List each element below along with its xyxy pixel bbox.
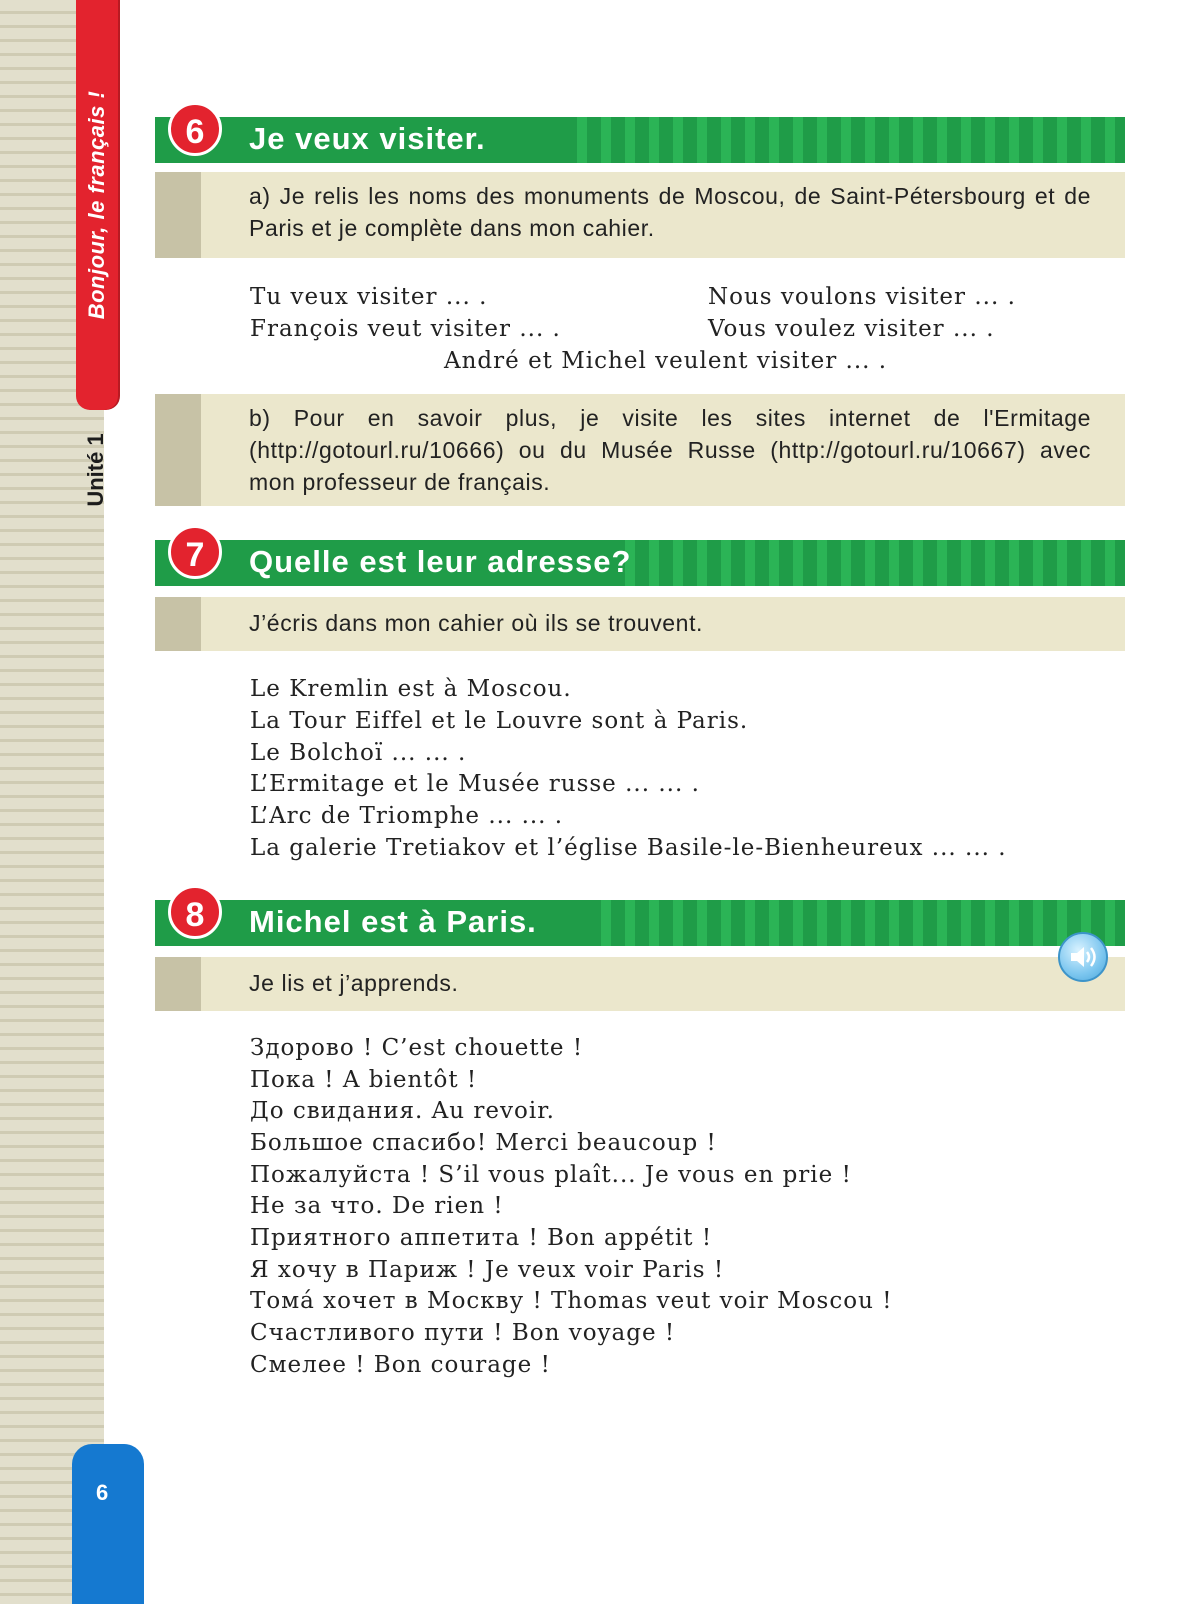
ex8-title: Michel est à Paris. (249, 904, 537, 939)
ex7-instruction: J’écris dans mon cahier où ils se trouvent. (249, 610, 704, 636)
ex8-line: Смелее ! Bon courage ! (250, 1352, 551, 1378)
ex7-line: L’Arc de Triomphe ... ... . (250, 803, 564, 829)
ex8-instruction: Je lis et j’apprends. (249, 970, 459, 996)
ex6-sentence: Vous voulez visiter ... . (708, 316, 995, 342)
ex7-header (155, 540, 1125, 586)
ex6-number-badge: 6 (168, 102, 222, 156)
ex7-line: La galerie Tretiakov et l’église Basile-le-Bienheureux ... ... . (250, 835, 1007, 861)
ex7-line: La Tour Eiffel et le Louvre sont à Paris. (250, 708, 749, 734)
ex6-instruction-b-box (155, 394, 1125, 506)
ex6-sentence: François veut visiter ... . (250, 316, 561, 342)
ex8-line: Тома́ хочет в Москву ! Thomas veut voir Moscou ! (250, 1288, 893, 1314)
ex6-sentence: Nous voulons visiter ... . (708, 284, 1016, 310)
chapter-tab-label: Bonjour, le français ! (84, 90, 109, 320)
ex7-title: Quelle est leur adresse? (249, 544, 632, 579)
ex8-line: Счастливого пути ! Bon voyage ! (250, 1320, 676, 1346)
ex6-instruction-a: a) Je relis les noms des monuments de Moscou, de Saint-Pétersbourg et de Paris et je complète dans mon cahier. (249, 183, 1091, 241)
ex6-header (155, 117, 1125, 163)
ex8-line: Не за что. De rien ! (250, 1193, 504, 1219)
ex8-instruction-box (155, 957, 1125, 1011)
ex7-line: Le Kremlin est à Moscou. (250, 676, 572, 702)
ex7-line: L’Ermitage et le Musée russe ... ... . (250, 771, 700, 797)
ex7-line: Le Bolchoï ... ... . (250, 740, 467, 766)
ex8-header (155, 900, 1125, 946)
ex8-line: Я хочу в Париж ! Je veux voir Paris ! (250, 1257, 725, 1283)
ex8-number-badge: 8 (168, 885, 222, 939)
ex8-line: Пока ! A bientôt ! (250, 1067, 478, 1093)
ex8-line: Здорово ! C’est chouette ! (250, 1035, 584, 1061)
page-number-tab (72, 1444, 144, 1604)
ex8-line: Приятного аппетита ! Bon appétit ! (250, 1225, 713, 1251)
ex8-line: Пожалуйста ! S’il vous plaît... Je vous en prie ! (250, 1162, 852, 1188)
chapter-tab (76, 0, 118, 410)
speaker-icon[interactable] (1058, 932, 1108, 982)
ex6-instruction-b: b) Pour en savoir plus, je visite les sites internet de l'Ermitage (http://gotourl.ru/10666) ou du Musée Russe (http://gotourl.ru/10667) avec mon professeur de français. (249, 405, 1091, 495)
page-number: 6 (96, 1480, 109, 1505)
ex7-number-badge: 7 (168, 525, 222, 579)
ex6-title: Je veux visiter. (249, 121, 486, 156)
ex6-sentence: Tu veux visiter ... . (250, 284, 488, 310)
ex7-instruction-box (155, 597, 1125, 651)
ex8-line: До свидания. Au revoir. (250, 1098, 555, 1124)
unit-label: Unité 1 (83, 433, 108, 507)
ex6-instruction-a-box (155, 172, 1125, 258)
ex6-sentence: André et Michel veulent visiter ... . (444, 348, 888, 374)
ex8-line: Большое спасибо! Merci beaucoup ! (250, 1130, 717, 1156)
